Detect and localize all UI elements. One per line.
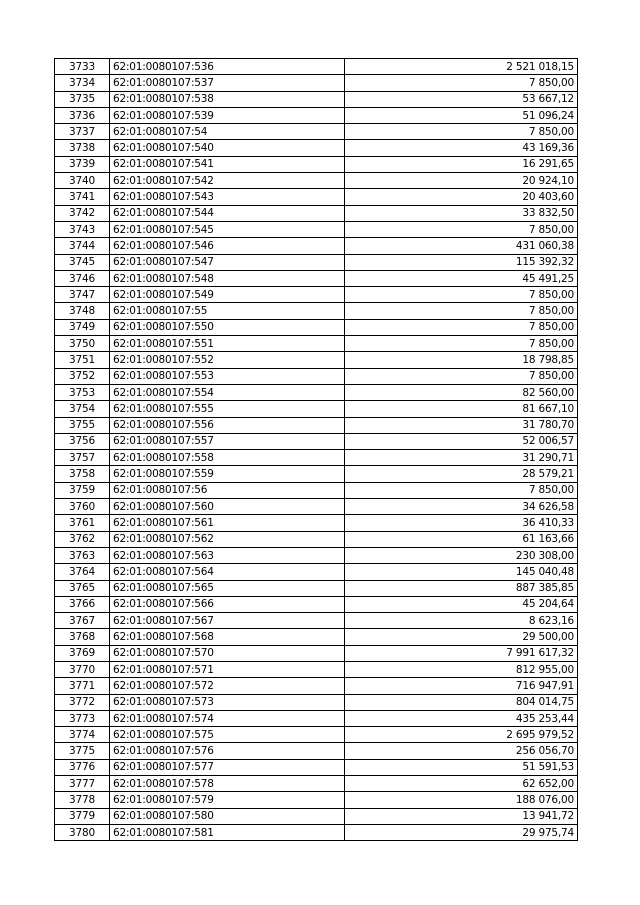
row-number-cell: 3746 bbox=[55, 270, 110, 286]
table-row bbox=[55, 564, 578, 580]
row-number-cell: 3754 bbox=[55, 401, 110, 417]
row-number-cell: 3764 bbox=[55, 564, 110, 580]
table-row bbox=[55, 596, 578, 612]
table-row bbox=[55, 173, 578, 189]
cadastral-value-cell: 16 291,65 bbox=[345, 156, 578, 172]
table-row bbox=[55, 59, 578, 75]
table-row bbox=[55, 580, 578, 596]
table-row bbox=[55, 140, 578, 156]
cadastral-value-cell: 62 652,00 bbox=[345, 776, 578, 792]
cadastral-number-cell: 62:01:0080107:546 bbox=[110, 238, 345, 254]
cadastral-number-cell: 62:01:0080107:563 bbox=[110, 547, 345, 563]
cadastral-number-cell: 62:01:0080107:560 bbox=[110, 499, 345, 515]
cadastral-value-cell: 7 850,00 bbox=[345, 336, 578, 352]
table-row bbox=[55, 694, 578, 710]
cadastral-number-cell: 62:01:0080107:574 bbox=[110, 710, 345, 726]
row-number-cell: 3770 bbox=[55, 661, 110, 677]
cadastral-number-cell: 62:01:0080107:570 bbox=[110, 645, 345, 661]
table-row bbox=[55, 352, 578, 368]
row-number-cell: 3736 bbox=[55, 107, 110, 123]
cadastral-number-cell: 62:01:0080107:538 bbox=[110, 91, 345, 107]
row-number-cell: 3765 bbox=[55, 580, 110, 596]
row-number-cell: 3760 bbox=[55, 499, 110, 515]
table-row bbox=[55, 710, 578, 726]
cadastral-value-cell: 812 955,00 bbox=[345, 661, 578, 677]
cadastral-value-cell: 31 290,71 bbox=[345, 450, 578, 466]
table-body bbox=[55, 59, 578, 841]
cadastral-number-cell: 62:01:0080107:556 bbox=[110, 417, 345, 433]
cadastral-number-cell: 62:01:0080107:554 bbox=[110, 384, 345, 400]
row-number-cell: 3773 bbox=[55, 710, 110, 726]
cadastral-number-cell: 62:01:0080107:551 bbox=[110, 336, 345, 352]
table-row bbox=[55, 531, 578, 547]
cadastral-value-cell: 7 850,00 bbox=[345, 287, 578, 303]
row-number-cell: 3745 bbox=[55, 254, 110, 270]
cadastral-value-cell: 7 850,00 bbox=[345, 482, 578, 498]
cadastral-value-cell: 29 500,00 bbox=[345, 629, 578, 645]
cadastral-value-cell: 28 579,21 bbox=[345, 466, 578, 482]
row-number-cell: 3750 bbox=[55, 336, 110, 352]
table-row bbox=[55, 124, 578, 140]
cadastral-number-cell: 62:01:0080107:55 bbox=[110, 303, 345, 319]
cadastral-value-cell: 18 798,85 bbox=[345, 352, 578, 368]
row-number-cell: 3758 bbox=[55, 466, 110, 482]
cadastral-value-cell: 31 780,70 bbox=[345, 417, 578, 433]
cadastral-number-cell: 62:01:0080107:544 bbox=[110, 205, 345, 221]
cadastral-number-cell: 62:01:0080107:548 bbox=[110, 270, 345, 286]
cadastral-number-cell: 62:01:0080107:578 bbox=[110, 776, 345, 792]
cadastral-value-cell: 52 006,57 bbox=[345, 433, 578, 449]
row-number-cell: 3739 bbox=[55, 156, 110, 172]
cadastral-value-cell: 36 410,33 bbox=[345, 515, 578, 531]
cadastral-value-cell: 43 169,36 bbox=[345, 140, 578, 156]
table-row bbox=[55, 792, 578, 808]
row-number-cell: 3749 bbox=[55, 319, 110, 335]
cadastral-number-cell: 62:01:0080107:561 bbox=[110, 515, 345, 531]
cadastral-number-cell: 62:01:0080107:543 bbox=[110, 189, 345, 205]
table-row bbox=[55, 629, 578, 645]
row-number-cell: 3768 bbox=[55, 629, 110, 645]
row-number-cell: 3771 bbox=[55, 678, 110, 694]
cadastral-value-cell: 230 308,00 bbox=[345, 547, 578, 563]
table-row bbox=[55, 417, 578, 433]
cadastral-value-cell: 188 076,00 bbox=[345, 792, 578, 808]
cadastral-number-cell: 62:01:0080107:576 bbox=[110, 743, 345, 759]
table-row bbox=[55, 401, 578, 417]
cadastral-value-cell: 256 056,70 bbox=[345, 743, 578, 759]
row-number-cell: 3741 bbox=[55, 189, 110, 205]
table-row bbox=[55, 661, 578, 677]
cadastral-number-cell: 62:01:0080107:557 bbox=[110, 433, 345, 449]
cadastral-number-cell: 62:01:0080107:536 bbox=[110, 59, 345, 75]
cadastral-value-cell: 20 403,60 bbox=[345, 189, 578, 205]
cadastral-value-cell: 53 667,12 bbox=[345, 91, 578, 107]
cadastral-number-cell: 62:01:0080107:580 bbox=[110, 808, 345, 824]
cadastral-value-cell: 7 850,00 bbox=[345, 221, 578, 237]
row-number-cell: 3774 bbox=[55, 727, 110, 743]
table-row bbox=[55, 189, 578, 205]
table-row bbox=[55, 107, 578, 123]
table-row bbox=[55, 91, 578, 107]
row-number-cell: 3744 bbox=[55, 238, 110, 254]
cadastral-number-cell: 62:01:0080107:550 bbox=[110, 319, 345, 335]
cadastral-value-cell: 33 832,50 bbox=[345, 205, 578, 221]
row-number-cell: 3734 bbox=[55, 75, 110, 91]
table-row bbox=[55, 156, 578, 172]
table-row bbox=[55, 433, 578, 449]
cadastral-number-cell: 62:01:0080107:564 bbox=[110, 564, 345, 580]
table-row bbox=[55, 238, 578, 254]
cadastral-number-cell: 62:01:0080107:549 bbox=[110, 287, 345, 303]
cadastral-number-cell: 62:01:0080107:555 bbox=[110, 401, 345, 417]
table-row bbox=[55, 287, 578, 303]
table-row bbox=[55, 743, 578, 759]
row-number-cell: 3762 bbox=[55, 531, 110, 547]
row-number-cell: 3747 bbox=[55, 287, 110, 303]
table-row bbox=[55, 466, 578, 482]
row-number-cell: 3776 bbox=[55, 759, 110, 775]
cadastral-value-cell: 7 850,00 bbox=[345, 319, 578, 335]
table-row bbox=[55, 319, 578, 335]
cadastral-number-cell: 62:01:0080107:539 bbox=[110, 107, 345, 123]
row-number-cell: 3752 bbox=[55, 368, 110, 384]
cadastral-value-cell: 20 924,10 bbox=[345, 173, 578, 189]
cadastral-value-cell: 8 623,16 bbox=[345, 613, 578, 629]
table-row bbox=[55, 254, 578, 270]
table-row bbox=[55, 384, 578, 400]
table-row bbox=[55, 303, 578, 319]
table-row bbox=[55, 450, 578, 466]
cadastral-number-cell: 62:01:0080107:568 bbox=[110, 629, 345, 645]
cadastral-number-cell: 62:01:0080107:577 bbox=[110, 759, 345, 775]
cadastral-number-cell: 62:01:0080107:575 bbox=[110, 727, 345, 743]
table-row bbox=[55, 678, 578, 694]
table-row bbox=[55, 482, 578, 498]
cadastral-value-cell: 61 163,66 bbox=[345, 531, 578, 547]
cadastral-value-cell: 45 491,25 bbox=[345, 270, 578, 286]
table-row bbox=[55, 824, 578, 840]
cadastral-number-cell: 62:01:0080107:541 bbox=[110, 156, 345, 172]
table-row bbox=[55, 499, 578, 515]
row-number-cell: 3748 bbox=[55, 303, 110, 319]
cadastral-number-cell: 62:01:0080107:562 bbox=[110, 531, 345, 547]
row-number-cell: 3766 bbox=[55, 596, 110, 612]
row-number-cell: 3779 bbox=[55, 808, 110, 824]
cadastral-number-cell: 62:01:0080107:572 bbox=[110, 678, 345, 694]
cadastral-value-cell: 82 560,00 bbox=[345, 384, 578, 400]
cadastral-value-cell: 716 947,91 bbox=[345, 678, 578, 694]
cadastral-value-cell: 7 991 617,32 bbox=[345, 645, 578, 661]
table-row bbox=[55, 776, 578, 792]
cadastral-value-cell: 431 060,38 bbox=[345, 238, 578, 254]
cadastral-number-cell: 62:01:0080107:566 bbox=[110, 596, 345, 612]
table-row bbox=[55, 645, 578, 661]
cadastral-number-cell: 62:01:0080107:540 bbox=[110, 140, 345, 156]
cadastral-value-table bbox=[54, 58, 578, 841]
cadastral-value-cell: 29 975,74 bbox=[345, 824, 578, 840]
cadastral-number-cell: 62:01:0080107:553 bbox=[110, 368, 345, 384]
cadastral-number-cell: 62:01:0080107:552 bbox=[110, 352, 345, 368]
cadastral-number-cell: 62:01:0080107:579 bbox=[110, 792, 345, 808]
row-number-cell: 3763 bbox=[55, 547, 110, 563]
row-number-cell: 3777 bbox=[55, 776, 110, 792]
table-row bbox=[55, 547, 578, 563]
cadastral-value-cell: 45 204,64 bbox=[345, 596, 578, 612]
cadastral-number-cell: 62:01:0080107:545 bbox=[110, 221, 345, 237]
row-number-cell: 3753 bbox=[55, 384, 110, 400]
cadastral-number-cell: 62:01:0080107:56 bbox=[110, 482, 345, 498]
cadastral-value-cell: 7 850,00 bbox=[345, 75, 578, 91]
row-number-cell: 3755 bbox=[55, 417, 110, 433]
cadastral-value-cell: 115 392,32 bbox=[345, 254, 578, 270]
cadastral-value-cell: 7 850,00 bbox=[345, 124, 578, 140]
table-row bbox=[55, 270, 578, 286]
cadastral-number-cell: 62:01:0080107:558 bbox=[110, 450, 345, 466]
row-number-cell: 3737 bbox=[55, 124, 110, 140]
cadastral-value-cell: 51 096,24 bbox=[345, 107, 578, 123]
cadastral-value-cell: 804 014,75 bbox=[345, 694, 578, 710]
cadastral-number-cell: 62:01:0080107:547 bbox=[110, 254, 345, 270]
row-number-cell: 3733 bbox=[55, 59, 110, 75]
table-row bbox=[55, 808, 578, 824]
table-row bbox=[55, 613, 578, 629]
row-number-cell: 3756 bbox=[55, 433, 110, 449]
table-row bbox=[55, 368, 578, 384]
row-number-cell: 3772 bbox=[55, 694, 110, 710]
cadastral-value-cell: 7 850,00 bbox=[345, 303, 578, 319]
row-number-cell: 3778 bbox=[55, 792, 110, 808]
cadastral-number-cell: 62:01:0080107:537 bbox=[110, 75, 345, 91]
cadastral-value-cell: 34 626,58 bbox=[345, 499, 578, 515]
cadastral-value-cell: 7 850,00 bbox=[345, 368, 578, 384]
cadastral-value-cell: 2 521 018,15 bbox=[345, 59, 578, 75]
row-number-cell: 3742 bbox=[55, 205, 110, 221]
table-row bbox=[55, 759, 578, 775]
cadastral-number-cell: 62:01:0080107:559 bbox=[110, 466, 345, 482]
row-number-cell: 3757 bbox=[55, 450, 110, 466]
row-number-cell: 3761 bbox=[55, 515, 110, 531]
cadastral-number-cell: 62:01:0080107:54 bbox=[110, 124, 345, 140]
table-row bbox=[55, 727, 578, 743]
row-number-cell: 3743 bbox=[55, 221, 110, 237]
row-number-cell: 3738 bbox=[55, 140, 110, 156]
row-number-cell: 3769 bbox=[55, 645, 110, 661]
cadastral-number-cell: 62:01:0080107:542 bbox=[110, 173, 345, 189]
table-row bbox=[55, 75, 578, 91]
table-row bbox=[55, 336, 578, 352]
cadastral-number-cell: 62:01:0080107:581 bbox=[110, 824, 345, 840]
cadastral-value-cell: 887 385,85 bbox=[345, 580, 578, 596]
row-number-cell: 3735 bbox=[55, 91, 110, 107]
row-number-cell: 3759 bbox=[55, 482, 110, 498]
cadastral-value-cell: 2 695 979,52 bbox=[345, 727, 578, 743]
cadastral-number-cell: 62:01:0080107:567 bbox=[110, 613, 345, 629]
cadastral-value-cell: 13 941,72 bbox=[345, 808, 578, 824]
cadastral-number-cell: 62:01:0080107:571 bbox=[110, 661, 345, 677]
cadastral-value-cell: 81 667,10 bbox=[345, 401, 578, 417]
row-number-cell: 3751 bbox=[55, 352, 110, 368]
row-number-cell: 3740 bbox=[55, 173, 110, 189]
row-number-cell: 3767 bbox=[55, 613, 110, 629]
row-number-cell: 3780 bbox=[55, 824, 110, 840]
table-row bbox=[55, 221, 578, 237]
cadastral-number-cell: 62:01:0080107:565 bbox=[110, 580, 345, 596]
table-row bbox=[55, 205, 578, 221]
cadastral-value-cell: 51 591,53 bbox=[345, 759, 578, 775]
table-row bbox=[55, 515, 578, 531]
row-number-cell: 3775 bbox=[55, 743, 110, 759]
cadastral-value-cell: 145 040,48 bbox=[345, 564, 578, 580]
cadastral-number-cell: 62:01:0080107:573 bbox=[110, 694, 345, 710]
cadastral-value-cell: 435 253,44 bbox=[345, 710, 578, 726]
